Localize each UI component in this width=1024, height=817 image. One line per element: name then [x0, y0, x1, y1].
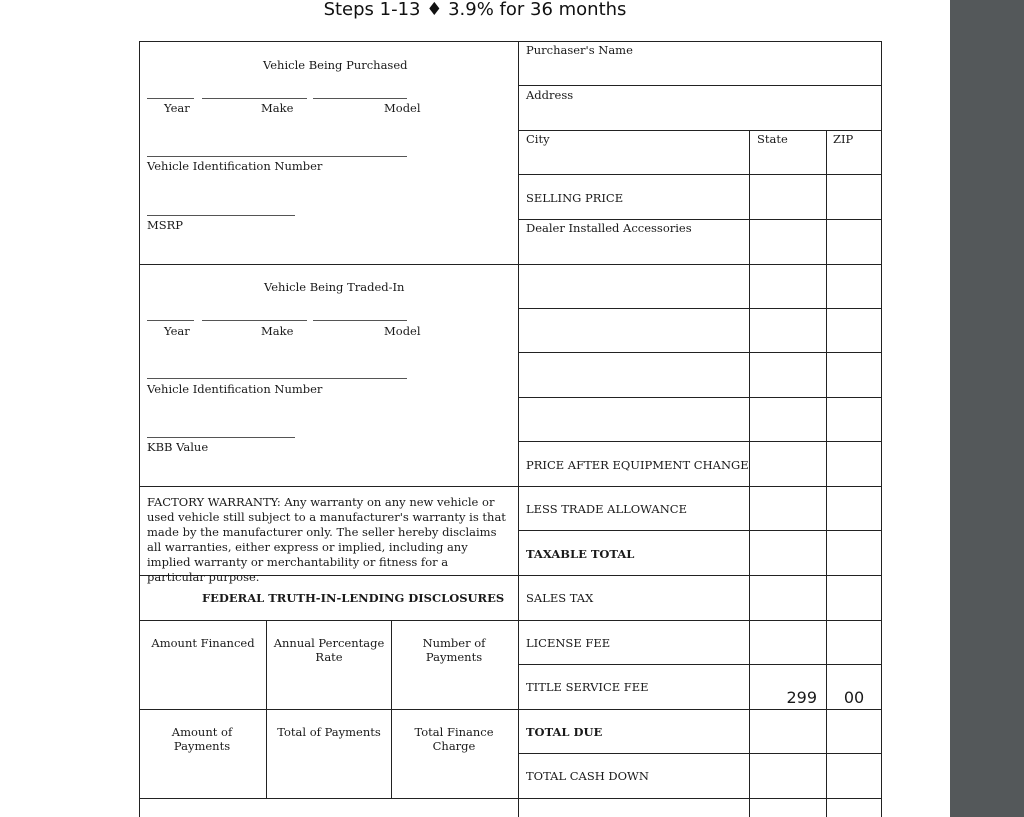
rule [518, 174, 882, 175]
trade-heading: Vehicle Being Traded-In [264, 280, 405, 294]
price-after-equipment-label: PRICE AFTER EQUIPMENT CHANGE [526, 458, 749, 472]
tila-divider [266, 620, 267, 798]
kbb-line[interactable] [147, 437, 295, 438]
form-middle-divider [518, 41, 519, 817]
rule [518, 85, 882, 86]
rule [518, 441, 882, 442]
rule [518, 352, 882, 353]
license-fee-label: LICENSE FEE [526, 636, 611, 650]
trade-vin-label: Vehicle Identification Number [147, 382, 323, 396]
purchased-vin-line[interactable] [147, 156, 407, 157]
tila-heading: FEDERAL TRUTH-IN-LENDING DISCLOSURES [202, 591, 505, 605]
rule [518, 308, 882, 309]
total-of-payments-label: Total of Payments [277, 725, 381, 739]
purchaser-name-label: Purchaser's Name [526, 43, 633, 57]
trade-make-line[interactable] [202, 320, 307, 321]
section-rule [139, 709, 882, 710]
city-label: City [526, 132, 550, 146]
rule [518, 130, 882, 131]
purchased-model-line[interactable] [313, 98, 407, 99]
rule [518, 219, 882, 220]
apr-label: Annual Percentage Rate [273, 636, 385, 664]
factory-warranty-text: FACTORY WARRANTY: Any warranty on any new vehicle or used vehicle still subject to a manufacturer's warranty is that made by the manufacturer only. The seller hereby disclaims all warranties, either express or implied, including any implied warranty or merchantability or fitness for a particular purpose. [147, 495, 506, 584]
form-right-border [881, 41, 882, 817]
number-of-payments-label: Number of Payments [422, 636, 486, 664]
state-label: State [757, 132, 788, 146]
section-rule [139, 620, 882, 621]
title-fee-cents[interactable]: 00 [843, 688, 865, 707]
selling-price-label: SELLING PRICE [526, 191, 624, 205]
trade-year-label: Year [164, 324, 190, 338]
trade-year-line[interactable] [147, 320, 194, 321]
amount-financed-label: Amount Financed [151, 636, 255, 650]
purchased-model-label: Model [384, 101, 421, 115]
form-top-border [139, 41, 882, 42]
section-rule [139, 264, 882, 265]
msrp-label: MSRP [147, 218, 184, 232]
section-rule [139, 798, 882, 799]
less-trade-label: LESS TRADE ALLOWANCE [526, 502, 687, 516]
purchased-make-line[interactable] [202, 98, 307, 99]
rule [518, 530, 882, 531]
viewer-side-panel [950, 0, 1024, 817]
msrp-line[interactable] [147, 215, 295, 216]
total-due-label: TOTAL DUE [526, 725, 603, 739]
total-cash-down-label: TOTAL CASH DOWN [526, 769, 649, 783]
purchased-make-label: Make [261, 101, 294, 115]
section-rule [139, 486, 882, 487]
amount-column-divider [749, 130, 750, 817]
sales-tax-label: SALES TAX [526, 591, 594, 605]
rule [518, 664, 882, 665]
rule [518, 753, 882, 754]
dealer-accessories-label: Dealer Installed Accessories [526, 221, 692, 235]
cents-column-divider [826, 130, 827, 817]
total-finance-charge-label: Total Finance Charge [414, 725, 494, 753]
trade-model-label: Model [384, 324, 421, 338]
amount-of-payments-label: Amount of Payments [171, 725, 233, 753]
purchased-heading: Vehicle Being Purchased [263, 58, 408, 72]
purchased-year-label: Year [164, 101, 190, 115]
zip-label: ZIP [833, 132, 854, 146]
title-service-fee-label: TITLE SERVICE FEE [526, 680, 649, 694]
trade-model-line[interactable] [313, 320, 407, 321]
rule [518, 397, 882, 398]
trade-vin-line[interactable] [147, 378, 407, 379]
form-left-border [139, 41, 140, 817]
purchased-year-line[interactable] [147, 98, 194, 99]
title-fee-dollars[interactable]: 299 [786, 688, 817, 707]
trade-make-label: Make [261, 324, 294, 338]
page-title: Steps 1-13 ♦ 3.9% for 36 months [323, 0, 627, 20]
tila-divider [391, 620, 392, 798]
kbb-label: KBB Value [147, 440, 209, 454]
purchased-vin-label: Vehicle Identification Number [147, 159, 323, 173]
taxable-total-label: TAXABLE TOTAL [526, 547, 635, 561]
address-label: Address [526, 88, 574, 102]
